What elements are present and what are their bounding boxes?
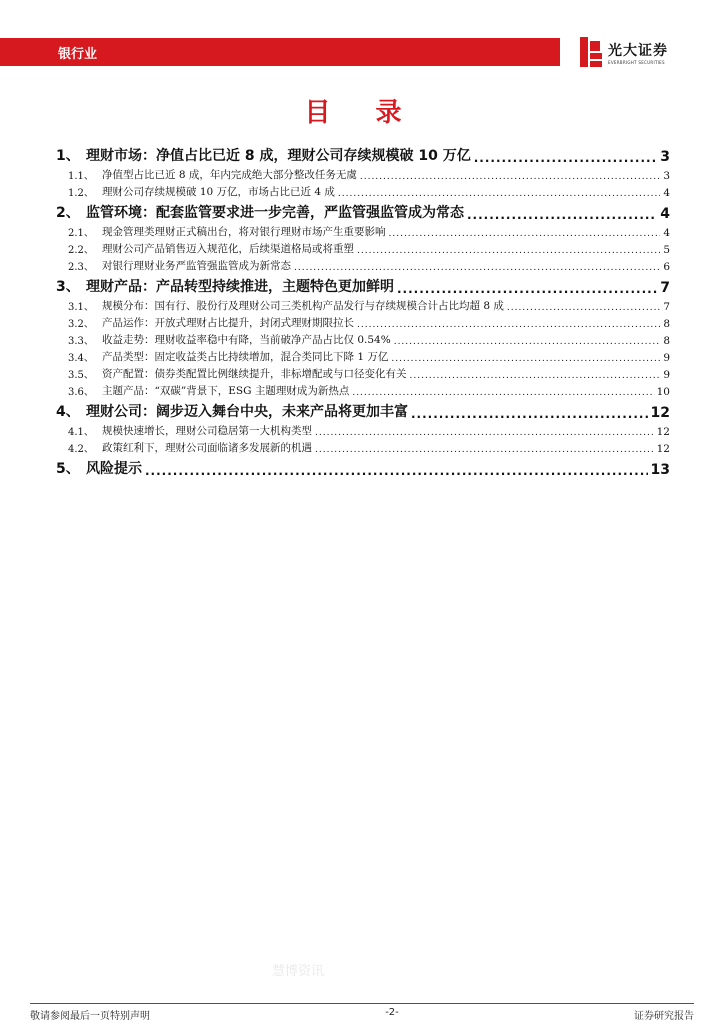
toc-dot-leader xyxy=(357,246,660,256)
logo-name-cn: 光大证券 xyxy=(608,42,668,59)
toc-section-entry[interactable] xyxy=(56,364,670,381)
toc-entry-page: 7 xyxy=(663,301,670,313)
toc-entry-number: 5、 xyxy=(56,461,80,477)
toc-entry-number: 2.1、 xyxy=(68,228,94,239)
toc-entry-number: 3.1、 xyxy=(68,302,94,313)
toc-dot-leader xyxy=(397,282,657,296)
toc-entry-page: 9 xyxy=(663,369,670,381)
toc-entry-page: 8 xyxy=(663,318,670,330)
watermark: 慧博资讯 xyxy=(272,964,325,979)
toc-title: 目 录 xyxy=(304,98,420,128)
toc-dot-leader xyxy=(315,445,654,455)
toc-section-entry[interactable] xyxy=(56,165,670,182)
toc-dot-leader xyxy=(474,151,658,165)
toc-dot-leader xyxy=(394,337,661,347)
toc-entry-number: 3.5、 xyxy=(68,370,94,381)
logo-name-en: EVERBRIGHT SECURITIES xyxy=(608,59,665,65)
header-bar xyxy=(0,38,560,66)
toc-chapter-entry[interactable] xyxy=(56,398,670,421)
toc-entry-number: 3.2、 xyxy=(68,319,94,330)
toc-entry-number: 1.1、 xyxy=(68,171,94,182)
toc-entry-title: 主题产品：“双碳”背景下，ESG 主题理财成为新热点 xyxy=(102,385,350,397)
toc-entry-page: 13 xyxy=(650,462,670,478)
toc-entry-page: 12 xyxy=(656,443,670,455)
toc-dot-leader xyxy=(507,303,660,313)
toc-entry-title: 理财公司产品销售迈入规范化，后续渠道格局或将重塑 xyxy=(102,243,354,255)
footer-report-type: 证券研究报告 xyxy=(634,1011,694,1022)
toc-dot-leader xyxy=(467,208,657,222)
footer-disclaimer: 敬请参阅最后一页特别声明 xyxy=(30,1011,150,1022)
toc-dot-leader xyxy=(360,172,660,182)
toc-entry-title: 风险提示 xyxy=(86,461,142,477)
toc-entry-page: 3 xyxy=(663,170,670,182)
toc-entry-number: 3.6、 xyxy=(68,387,94,398)
footer-divider xyxy=(30,1003,694,1004)
toc-entry-page: 12 xyxy=(650,405,670,421)
toc-section-entry[interactable] xyxy=(56,347,670,364)
toc-section-entry[interactable] xyxy=(56,239,670,256)
toc-chapter-entry[interactable] xyxy=(56,455,670,478)
toc-entry-page: 4 xyxy=(663,227,670,239)
toc-entry-number: 4、 xyxy=(56,404,80,420)
toc-section-entry[interactable] xyxy=(56,296,670,313)
toc-entry-title: 资产配置：债券类配置比例继续提升，非标增配或与口径变化有关 xyxy=(102,368,407,380)
toc-entry-title: 理财公司：阔步迈入舞台中央，未来产品将更加丰富 xyxy=(86,404,408,420)
brand-logo xyxy=(580,33,690,71)
toc-entry-page: 9 xyxy=(663,352,670,364)
toc-entry-page: 8 xyxy=(663,335,670,347)
industry-label: 银行业 xyxy=(58,46,98,62)
toc-section-entry[interactable] xyxy=(56,256,670,273)
logo-mark-icon xyxy=(580,37,602,67)
toc-section-entry[interactable] xyxy=(56,438,670,455)
toc-entry-page: 3 xyxy=(660,149,670,165)
toc-entry-title: 理财产品：产品转型持续推进，主题特色更加鲜明 xyxy=(86,279,394,295)
toc-entry-page: 6 xyxy=(663,261,670,273)
toc-entry-page: 4 xyxy=(663,187,670,199)
toc-chapter-entry[interactable] xyxy=(56,199,670,222)
toc-entry-title: 理财公司存续规模破 10 万亿，市场占比已近 4 成 xyxy=(102,186,335,198)
toc-entry-title: 收益走势：理财收益率稳中有降，当前破净产品占比仅 0.54% xyxy=(102,334,391,346)
toc-entry-page: 10 xyxy=(656,386,670,398)
toc-section-entry[interactable] xyxy=(56,313,670,330)
toc-entry-title: 理财市场：净值占比已近 8 成，理财公司存续规模破 10 万亿 xyxy=(86,148,471,164)
toc-dot-leader xyxy=(315,428,654,438)
toc-dot-leader xyxy=(410,371,661,381)
toc-entry-page: 7 xyxy=(660,280,670,296)
toc-entry-title: 政策红利下，理财公司面临诸多发展新的机遇 xyxy=(102,442,312,454)
toc-dot-leader xyxy=(352,388,653,398)
toc-entry-number: 2.3、 xyxy=(68,262,94,273)
toc-section-entry[interactable] xyxy=(56,421,670,438)
toc-dot-leader xyxy=(389,229,661,239)
toc-entry-title: 监管环境：配套监管要求进一步完善，严监管强监管成为常态 xyxy=(86,205,464,221)
toc-dot-leader xyxy=(145,464,648,478)
toc-entry-title: 规模分布：国有行、股份行及理财公司三类机构产品发行与存续规模合计占比均超 8 成 xyxy=(102,300,504,312)
toc-dot-leader xyxy=(294,263,660,273)
toc-chapter-entry[interactable] xyxy=(56,142,670,165)
toc-entry-number: 2、 xyxy=(56,205,80,221)
toc-dot-leader xyxy=(391,354,660,364)
toc-entry-number: 1.2、 xyxy=(68,188,94,199)
toc-dot-leader xyxy=(338,189,660,199)
toc-entry-title: 产品类型：固定收益类占比持续增加，混合类同比下降 1 万亿 xyxy=(102,351,389,363)
toc-entry-number: 3.4、 xyxy=(68,353,94,364)
toc-entry-number: 2.2、 xyxy=(68,245,94,256)
toc-entry-number: 3、 xyxy=(56,279,80,295)
toc-entry-page: 5 xyxy=(663,244,670,256)
toc-entry-number: 4.1、 xyxy=(68,427,94,438)
page-number: -2- xyxy=(385,1007,399,1018)
table-of-contents xyxy=(56,142,670,478)
toc-entry-page: 4 xyxy=(660,206,670,222)
toc-entry-number: 3.3、 xyxy=(68,336,94,347)
toc-entry-page: 12 xyxy=(656,426,670,438)
toc-entry-title: 对银行理财业务严监管强监管成为新常态 xyxy=(102,260,291,272)
toc-entry-title: 产品运作：开放式理财占比提升，封闭式理财期限拉长 xyxy=(102,317,354,329)
toc-entry-number: 4.2、 xyxy=(68,444,94,455)
toc-section-entry[interactable] xyxy=(56,330,670,347)
toc-entry-number: 1、 xyxy=(56,148,80,164)
toc-entry-title: 规模快速增长，理财公司稳居第一大机构类型 xyxy=(102,425,312,437)
toc-dot-leader xyxy=(357,320,660,330)
footer xyxy=(30,1007,694,1022)
toc-entry-title: 净值型占比已近 8 成，年内完成绝大部分整改任务无虞 xyxy=(102,169,357,181)
toc-section-entry[interactable] xyxy=(56,222,670,239)
toc-entry-title: 现金管理类理财正式稿出台，将对银行理财市场产生重要影响 xyxy=(102,226,386,238)
toc-section-entry[interactable] xyxy=(56,182,670,199)
toc-section-entry[interactable] xyxy=(56,381,670,398)
toc-dot-leader xyxy=(411,407,648,421)
toc-chapter-entry[interactable] xyxy=(56,273,670,296)
